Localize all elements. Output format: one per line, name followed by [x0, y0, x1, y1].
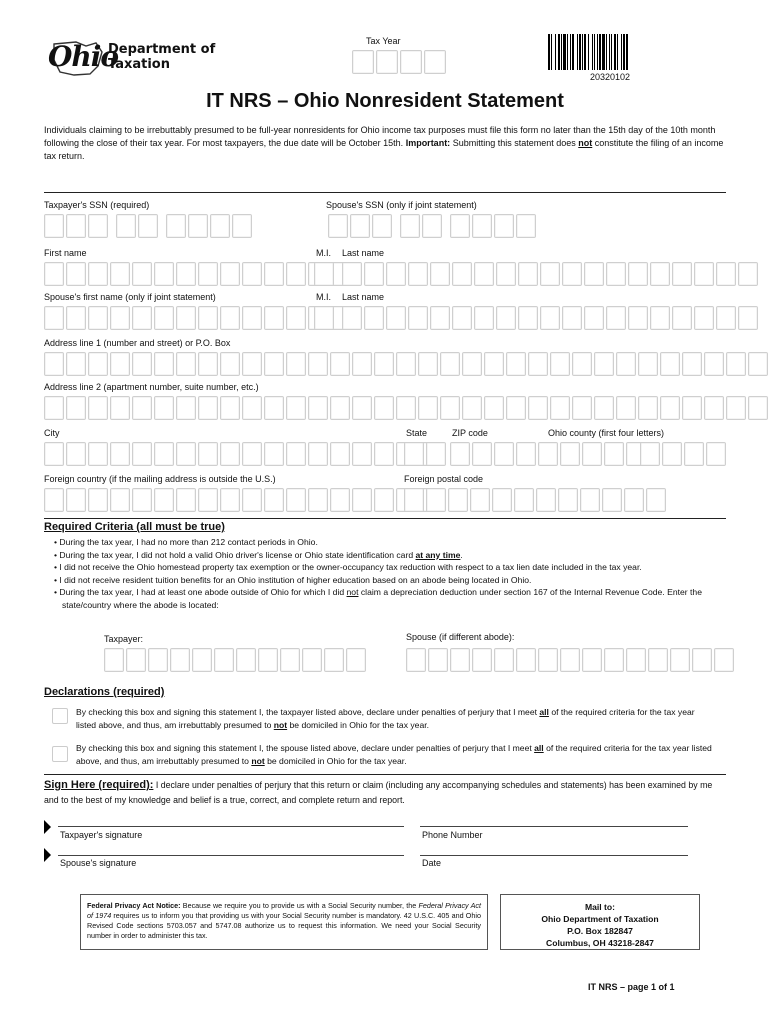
intro-paragraph — [44, 124, 726, 163]
declarations-heading: Declarations (required) — [44, 686, 165, 698]
privacy-act: Federal Privacy Act of 1974 — [87, 901, 481, 920]
privacy-notice — [80, 894, 488, 950]
sign-heading: Sign Here (required): — [44, 779, 154, 791]
state-label: State — [406, 428, 428, 438]
criteria-text: During the tax year, I had no more than 212 contact periods in Ohio. — [59, 537, 318, 547]
taxpayer-signature-label: Taxpayer's signature — [60, 830, 143, 840]
criteria-item: • During the tax year, I had at least one abode outside of Ohio for which I did not claim a depreciation deduction under section 167 of the Internal Revenue Code. Enter the state/country where the abode is located: — [54, 587, 702, 610]
barcode-bar — [606, 34, 607, 70]
intro-text-2: Submitting this statement does — [450, 138, 579, 148]
declaration-text: be domiciled in Ohio for the tax year. — [264, 755, 407, 766]
date-line[interactable] — [420, 855, 688, 856]
barcode-bar — [602, 34, 605, 70]
form-title: IT NRS – Ohio Nonresident Statement — [206, 90, 564, 112]
criteria-item: • During the tax year, I did not hold a valid Ohio driver's license or Ohio state identification card at any time. — [54, 549, 463, 560]
spouse-mi-label: M.I. — [316, 292, 331, 302]
spouse-first-name-label: Spouse's first name (only if joint statement) — [44, 292, 216, 302]
department-name — [108, 42, 215, 72]
criteria-emphasis: not — [346, 587, 359, 597]
barcode-number: 20320102 — [590, 72, 631, 82]
declaration-text: be domiciled in Ohio for the tax year. — [287, 719, 430, 730]
criteria-item: • During the tax year, I had no more than 212 contact periods in Ohio. — [54, 537, 318, 547]
barcode-bar — [555, 34, 556, 70]
abode-taxpayer-input[interactable] — [104, 648, 366, 672]
spouse-ssn-label: Spouse's SSN (only if joint statement) — [326, 200, 477, 210]
divider-sign — [44, 774, 726, 775]
mi-label: M.I. — [316, 248, 331, 258]
barcode-bar — [592, 34, 593, 70]
barcode-bar — [548, 34, 550, 70]
divider-criteria — [44, 518, 726, 519]
criteria-text: During the tax year, I did not hold a valid Ohio driver's license or Ohio state identification card — [59, 549, 416, 560]
county-label: Ohio county (first four letters) — [548, 428, 665, 438]
intro-text-3: constitute the filing of an income tax return. — [44, 138, 724, 161]
criteria-item: • I did not receive the Ohio homestead property tax exemption or the owner-occupancy tax reduction with respect to a tax lien date included in the tax year. — [54, 562, 642, 572]
barcode — [548, 34, 686, 72]
phone-line[interactable] — [420, 826, 688, 827]
barcode-bar — [577, 34, 578, 70]
sign-paragraph — [44, 778, 724, 808]
ohio-logo — [46, 38, 119, 78]
spouse-ssn-input[interactable] — [328, 214, 536, 238]
address1-input[interactable] — [44, 352, 770, 376]
zip-input[interactable] — [450, 442, 646, 466]
mail-address-line: Ohio Department of Taxation — [541, 914, 659, 924]
criteria-list — [52, 536, 712, 611]
dept-line-2: Taxation — [108, 57, 170, 72]
taxpayer-signature-line[interactable] — [58, 826, 404, 827]
declaration-emphasis: not — [251, 755, 265, 766]
foreign-country-label: Foreign country (if the mailing address is outside the U.S.) — [44, 474, 276, 484]
barcode-bar — [611, 34, 612, 70]
taxpayer-ssn-label: Taxpayer's SSN (required) — [44, 200, 150, 210]
spouse-signature-label: Spouse's signature — [60, 858, 137, 868]
privacy-text: requires us to inform you that providing us with your Social Security number is mandatory. 42 U.S.C. 405 and Ohio Revised Code sections 5703.057 and 5747.08 authorize us to request this information. We need your Social Security number in order to administer this tax. — [87, 911, 481, 940]
spouse-last-name-label: Last name — [342, 292, 385, 302]
tax-year-label: Tax Year — [366, 36, 401, 46]
barcode-bar — [567, 34, 568, 70]
barcode-bar — [561, 34, 562, 70]
declaration-text: of the required criteria for the tax year listed above, and thus, am irrebuttably presumed to — [76, 707, 695, 730]
phone-label: Phone Number — [422, 830, 483, 840]
first-name-input[interactable] — [44, 262, 350, 286]
barcode-bar — [609, 34, 610, 70]
barcode-bar — [599, 34, 601, 70]
spouse-first-name-input[interactable] — [44, 306, 350, 330]
last-name-label: Last name — [342, 248, 385, 258]
sign-arrow-icon — [44, 848, 51, 862]
barcode-bar — [614, 34, 616, 70]
spouse-last-name-input[interactable] — [342, 306, 758, 330]
first-name-label: First name — [44, 248, 87, 258]
intro-text-1: Individuals claiming to be irrebuttably presumed to be full-year nonresidents for Ohio income tax purposes must file this form no later than the 15th day of the 10th month following the close of their tax year. For most taxpayers, the due date will be October 15th. — [44, 125, 716, 148]
criteria-text: I did not receive resident tuition benefits for an Ohio institution of higher education based on an abode being located in Ohio. — [59, 574, 532, 585]
abode-spouse-input[interactable] — [406, 648, 734, 672]
criteria-heading: Required Criteria (all must be true) — [44, 521, 225, 533]
barcode-bar — [588, 34, 589, 70]
privacy-text: Because we require you to provide us with a Social Security number, the — [180, 901, 419, 910]
criteria-item: • I did not receive resident tuition benefits for an Ohio institution of higher education based on an abode being located in Ohio. — [54, 574, 532, 585]
barcode-bar — [626, 34, 628, 70]
address2-label: Address line 2 (apartment number, suite number, etc.) — [44, 382, 259, 392]
page-number: IT NRS – page 1 of 1 — [588, 982, 675, 992]
city-label: City — [44, 428, 60, 438]
barcode-bar — [617, 34, 618, 70]
declaration-emphasis: all — [534, 743, 544, 753]
mail-to-label: Mail to: — [584, 902, 616, 912]
barcode-bar — [621, 34, 622, 70]
intro-not: not — [578, 138, 593, 148]
barcode-bar — [584, 34, 586, 70]
mail-address-line: Columbus, OH 43218-2847 — [546, 938, 654, 948]
declaration-text: By checking this box and signing this statement I, the taxpayer listed above, declare under penalties of perjury that I meet — [76, 707, 540, 717]
declaration-text: By checking this box and signing this statement I, the spouse listed above, declare under penalties of perjury that I meet — [76, 743, 535, 753]
foreign-postal-label: Foreign postal code — [404, 474, 484, 484]
last-name-input[interactable] — [342, 262, 758, 286]
criteria-text: During the tax year, I had at least one abode outside of Ohio for which I did — [59, 587, 347, 597]
county-input[interactable] — [640, 442, 726, 466]
mail-address-line: P.O. Box 182847 — [567, 926, 633, 936]
abode-spouse-label: Spouse (if different abode): — [406, 632, 515, 642]
criteria-text: . — [460, 549, 463, 560]
state-input[interactable] — [404, 442, 446, 466]
date-label: Date — [422, 858, 442, 868]
barcode-bar — [579, 34, 581, 70]
barcode-bar — [570, 34, 571, 70]
barcode-bar — [563, 34, 566, 70]
privacy-label: Federal Privacy Act Notice: — [87, 901, 181, 910]
address1-label: Address line 1 (number and street) or P.O. Box — [44, 338, 231, 348]
spouse-signature-line[interactable] — [58, 855, 404, 856]
barcode-bar — [572, 34, 574, 70]
criteria-emphasis: at any time — [415, 549, 461, 560]
spouse-mi-input[interactable] — [314, 306, 334, 330]
sign-arrow-icon — [44, 820, 51, 834]
intro-important: Important: — [405, 138, 451, 148]
spouse-declaration-text — [76, 742, 716, 767]
taxpayer-declaration-text — [76, 706, 716, 731]
barcode-bar — [594, 34, 595, 70]
dept-line-1: Department of — [108, 42, 216, 57]
barcode-bar — [597, 34, 598, 70]
abode-taxpayer-label: Taxpayer: — [104, 634, 144, 644]
criteria-text: I did not receive the Ohio homestead property tax exemption or the owner-occupancy tax reduction with respect to a tax lien date included in the tax year. — [59, 562, 642, 572]
foreign-country-input[interactable] — [44, 488, 438, 512]
barcode-bar — [623, 34, 625, 70]
ohio-logo-text: Ohio — [48, 40, 119, 73]
criteria-text: claim a depreciation deduction under section 167 of the Internal Revenue Code. Enter the state/country where the abode is located: — [62, 587, 702, 610]
taxpayer-declaration-checkbox[interactable] — [52, 708, 68, 724]
taxpayer-ssn-input[interactable] — [44, 214, 252, 238]
mail-to-box — [500, 894, 700, 950]
declaration-emphasis: all — [539, 707, 549, 717]
address2-input[interactable] — [44, 396, 770, 420]
barcode-bar — [551, 34, 552, 70]
divider-top — [44, 192, 726, 193]
mi-input[interactable] — [314, 262, 334, 286]
sign-text: I declare under penalties of perjury that this return or claim (including any accompanying schedules and statements) has been examined by me and to the best of my knowledge and belief is a true, correct, and complete return and report. — [44, 780, 713, 805]
city-input[interactable] — [44, 442, 438, 466]
barcode-bar — [582, 34, 583, 70]
barcode-bar — [558, 34, 560, 70]
declaration-text: of the required criteria for the tax year listed above, and thus, am irrebuttably presumed to — [76, 743, 712, 766]
tax-year-input[interactable] — [352, 50, 446, 74]
spouse-declaration-checkbox[interactable] — [52, 746, 68, 762]
declaration-emphasis: not — [273, 719, 288, 730]
zip-label: ZIP code — [452, 428, 488, 438]
foreign-postal-input[interactable] — [404, 488, 666, 512]
